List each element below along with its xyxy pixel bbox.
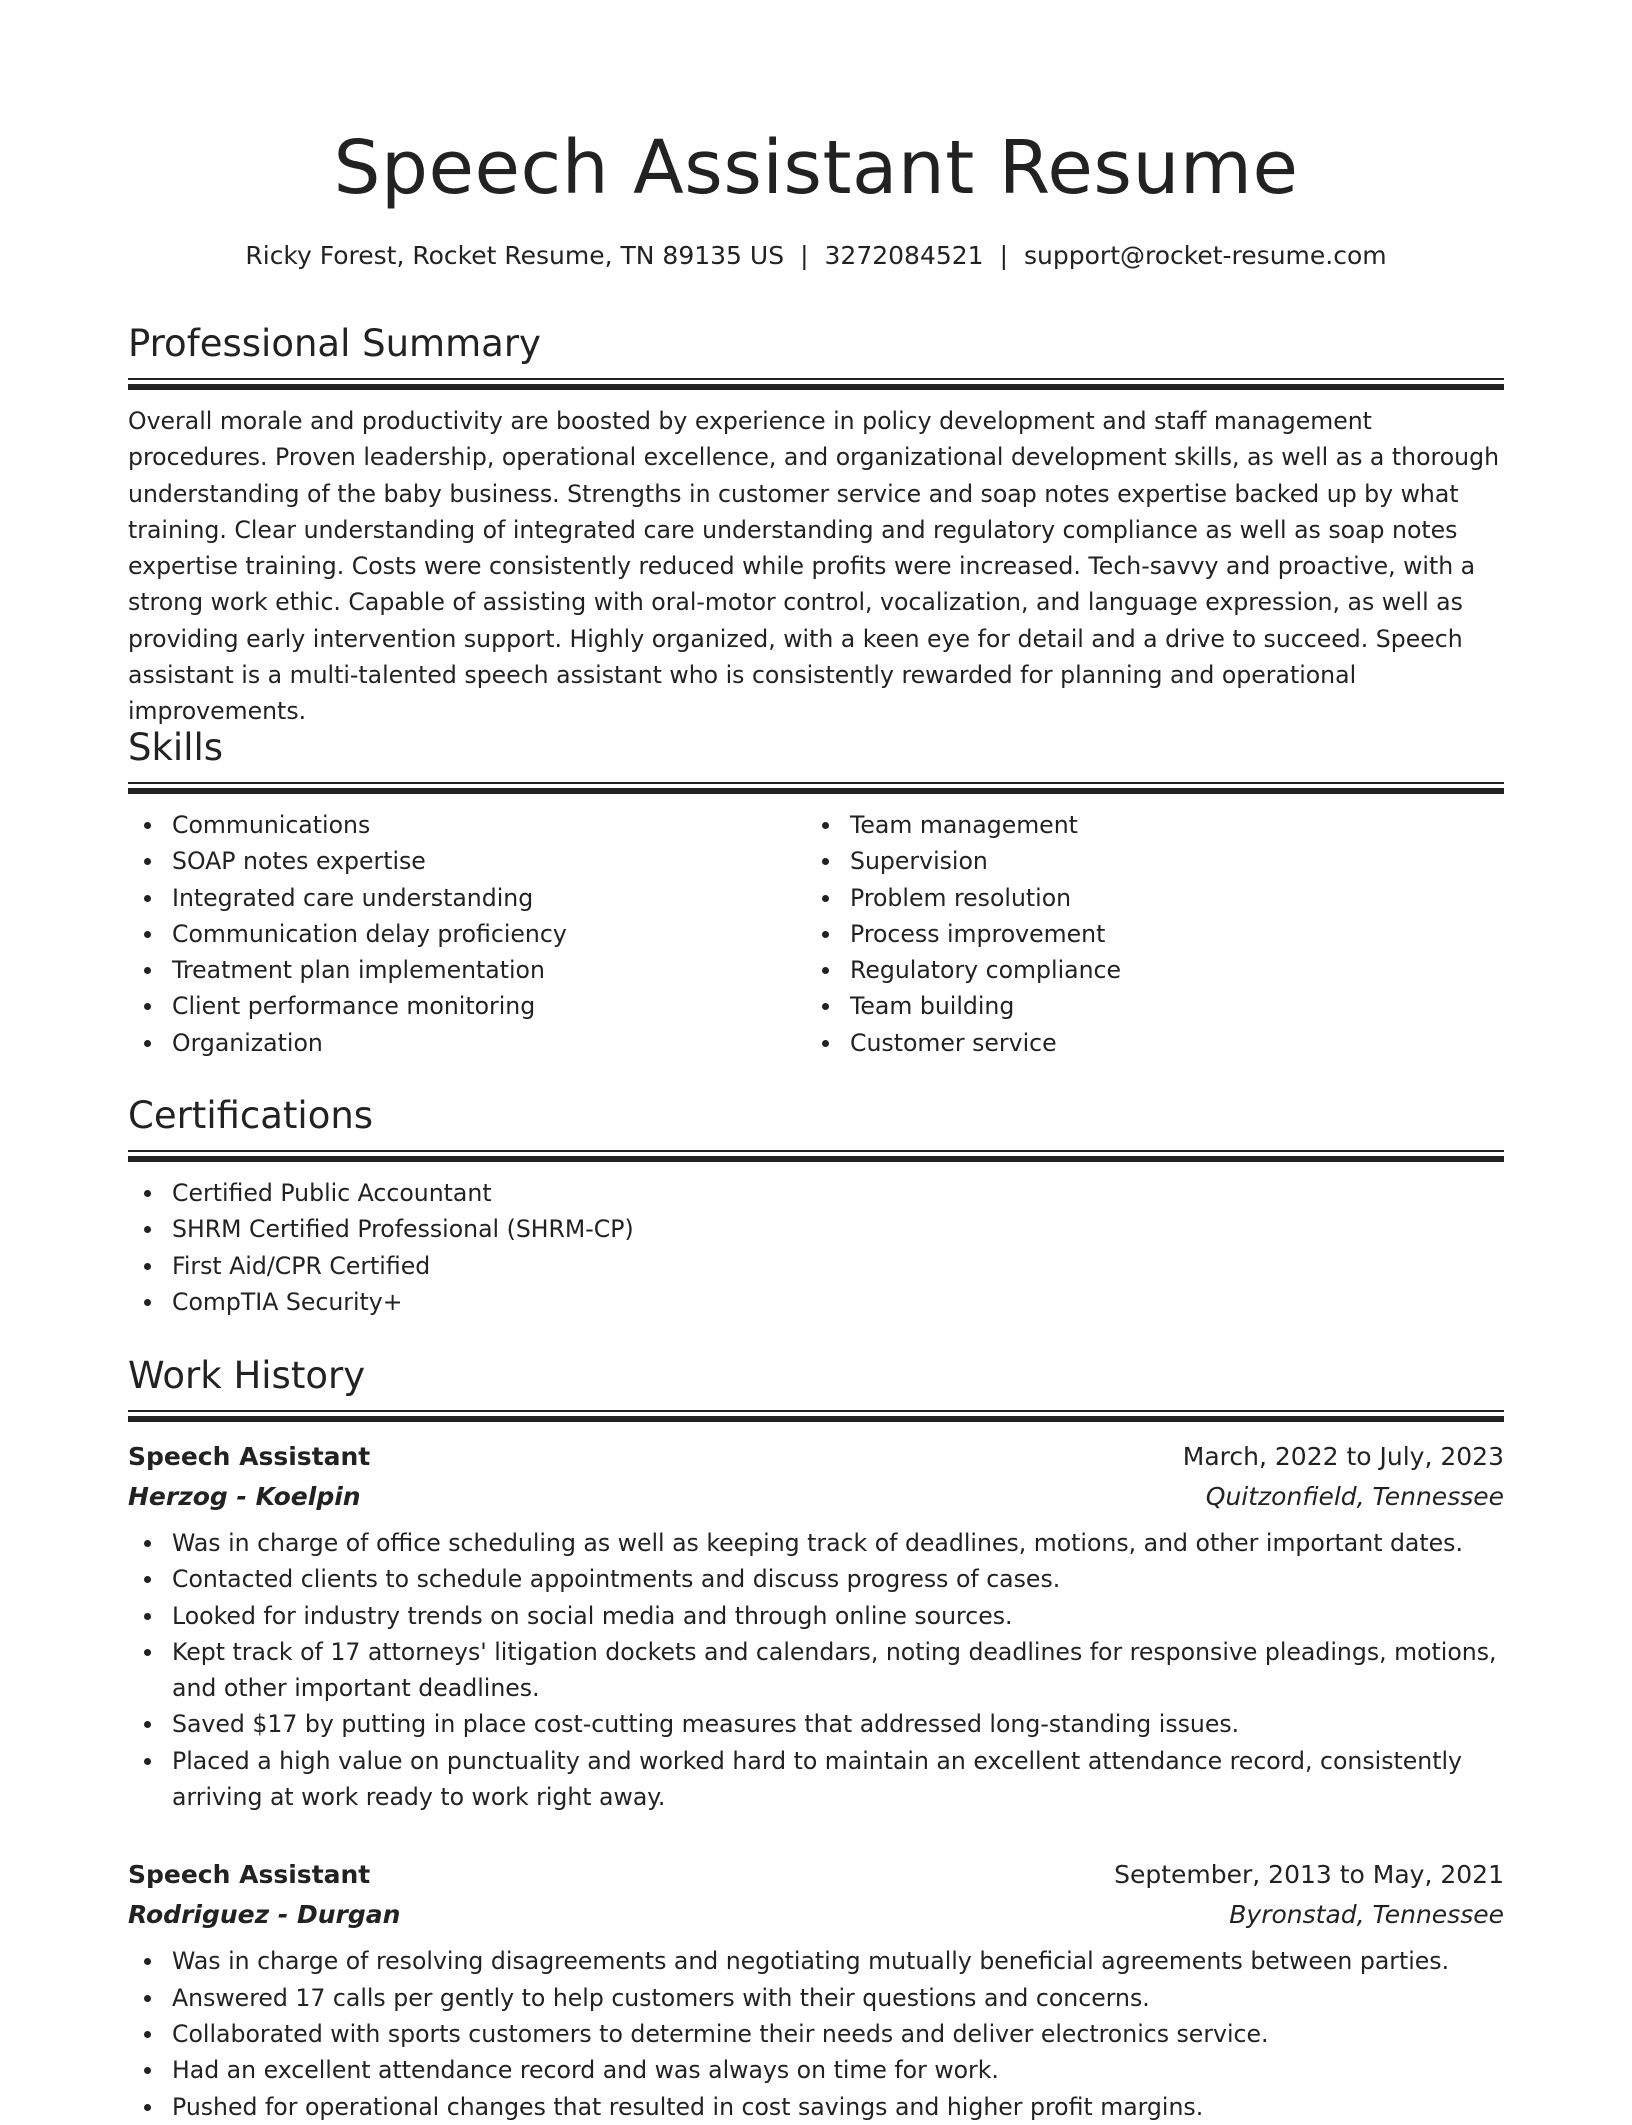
job-entry (128, 1855, 1504, 2124)
job-bullet: Collaborated with sports customers to determine their needs and deliver electronics service. (128, 2016, 1504, 2052)
skill-item: Communication delay proficiency (128, 916, 806, 952)
job-title: Speech Assistant (128, 1860, 371, 1890)
job-header-row (128, 1855, 1504, 1895)
job-bullets (128, 1943, 1504, 2124)
contact-line (128, 238, 1504, 274)
job-header-row (128, 1437, 1504, 1477)
job-entry (128, 1437, 1504, 1815)
job-dates: September, 2013 to May, 2021 (1114, 1860, 1504, 1890)
contact-phone: 3272084521 (824, 241, 984, 270)
job-bullet: Was in charge of resolving disagreements and negotiating mutually beneficial agreements between parties. (128, 1943, 1504, 1979)
certifications-list (128, 1175, 1504, 1320)
skill-item: Team building (806, 988, 1484, 1024)
contact-separator: | (800, 241, 809, 270)
summary-section (128, 318, 1504, 730)
certification-item: SHRM Certified Professional (SHRM-CP) (128, 1211, 1504, 1247)
job-bullet: Was in charge of office scheduling as well as keeping track of deadlines, motions, and other important dates. (128, 1525, 1504, 1561)
section-heading: Work History (128, 1354, 366, 1397)
section-divider (128, 782, 1504, 793)
contact-separator: | (999, 241, 1009, 270)
job-bullet: Pushed for operational changes that resulted in cost savings and higher profit margins. (128, 2089, 1504, 2125)
skills-section (128, 722, 1504, 1061)
skill-item: SOAP notes expertise (128, 843, 806, 879)
job-company: Rodriguez - Durgan (128, 1900, 401, 1930)
skill-item: Regulatory compliance (806, 952, 1484, 988)
job-bullets (128, 1525, 1504, 1815)
job-title: Speech Assistant (128, 1442, 371, 1471)
skill-item: Customer service (806, 1025, 1484, 1061)
skill-item: Problem resolution (806, 880, 1484, 916)
skill-item: Client performance monitoring (128, 988, 806, 1024)
job-dates: March, 2022 to July, 2023 (1182, 1442, 1504, 1471)
skill-item: Treatment plan implementation (128, 952, 806, 988)
skill-item: Team management (806, 807, 1484, 843)
job-bullet: Contacted clients to schedule appointments and discuss progress of cases. (128, 1561, 1504, 1597)
job-bullet: Saved $17 by putting in place cost-cutting measures that addressed long-standing issues. (128, 1706, 1504, 1742)
job-bullet: Placed a high value on punctuality and worked hard to maintain an excellent attendance record, consistently arriving at work ready to work right away. (128, 1743, 1504, 1816)
section-divider (128, 378, 1504, 389)
job-subheader-row (128, 1477, 1504, 1517)
job-bullet: Answered 17 calls per gently to help customers with their questions and concerns. (128, 1980, 1504, 2016)
skills-list-right (806, 807, 1484, 1061)
skill-item: Integrated care understanding (128, 880, 806, 916)
job-bullet: Kept track of 17 attorneys' litigation dockets and calendars, noting deadlines for responsive pleadings, motions, and other important deadlines. (128, 1634, 1504, 1707)
certification-item: Certified Public Accountant (128, 1175, 1504, 1211)
section-heading: Professional Summary (128, 322, 541, 365)
section-divider (128, 1410, 1504, 1421)
job-subheader-row (128, 1895, 1504, 1935)
contact-email: support@rocket-resume.com (1024, 241, 1387, 270)
summary-text: Overall morale and productivity are boosted by experience in policy development and staff management procedures. Proven leadership, operational excellence, and organizational development skills, as well as a thorough understanding of the baby business. Strengths in customer service and soap notes expertise backed up by what training. Clear understanding of integrated care understanding and regulatory compliance as well as soap notes expertise training. Costs were consistently reduced while profits were increased. Tech-savvy and proactive, with a strong work ethic. Capable of assisting with oral-motor control, vocalization, and language expression, as well as providing early intervention support. Highly organized, with a keen eye for detail and a drive to succeed. Speech assistant is a multi-talented speech assistant who is consistently rewarded for planning and operational improvements. (128, 407, 1500, 726)
section-heading: Certifications (128, 1094, 374, 1137)
certifications-section (128, 1090, 1504, 1320)
skills-grid (128, 807, 1504, 1061)
skill-item: Communications (128, 807, 806, 843)
job-company: Herzog - Koelpin (128, 1482, 361, 1511)
contact-address: Ricky Forest, Rocket Resume, TN 89135 US (245, 241, 785, 270)
skill-item: Supervision (806, 843, 1484, 879)
skills-list-left (128, 807, 806, 1061)
certification-item: CompTIA Security+ (128, 1284, 1504, 1320)
section-divider (128, 1150, 1504, 1161)
job-bullet: Had an excellent attendance record and was always on time for work. (128, 2052, 1504, 2088)
work-history-section (128, 1350, 1504, 2125)
section-heading: Skills (128, 726, 224, 769)
resume-title: Speech Assistant Resume (333, 125, 1299, 211)
skill-item: Organization (128, 1025, 806, 1061)
skill-item: Process improvement (806, 916, 1484, 952)
job-bullet: Looked for industry trends on social media and through online sources. (128, 1598, 1504, 1634)
job-location: Quitzonfield, Tennessee (1205, 1482, 1504, 1511)
certification-item: First Aid/CPR Certified (128, 1248, 1504, 1284)
job-location: Byronstad, Tennessee (1229, 1900, 1504, 1930)
